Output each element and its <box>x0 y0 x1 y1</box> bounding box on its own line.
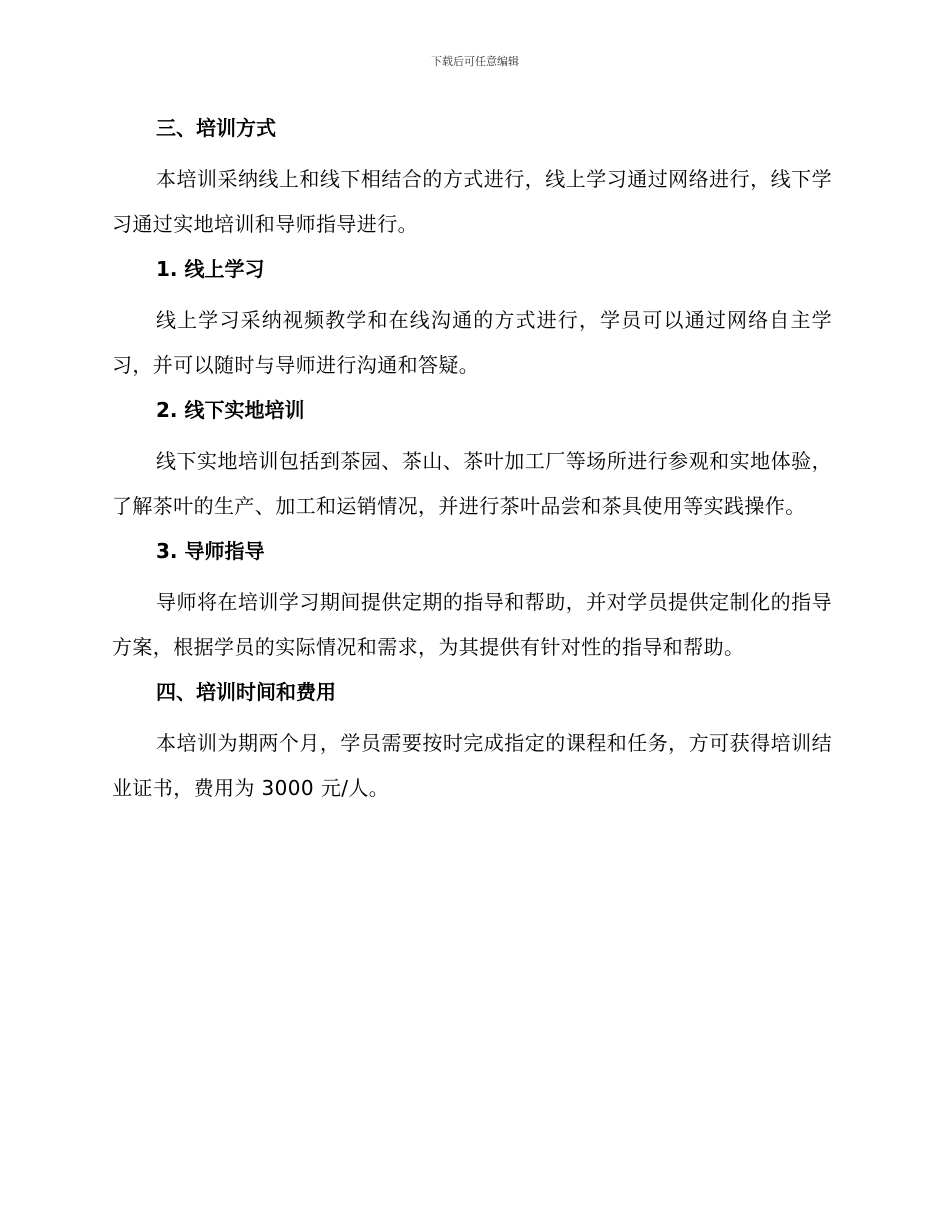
subheading-offline-training: 2. 线下实地培训 <box>156 398 305 422</box>
section-heading-training-method: 三、培训方式 <box>156 116 276 140</box>
paragraph-mentor-guidance: 导师将在培训学习期间提供定期的指导和帮助，并对学员提供定制化的指导方案，根据学员的实际情况和需求，为其提供有针对性的指导和帮助。 <box>112 590 832 659</box>
paragraph-training-method: 本培训采纳线上和线下相结合的方式进行，线上学习通过网络进行，线下学习通过实地培训和导师指导进行。 <box>112 167 832 236</box>
subheading-mentor-guidance: 3. 导师指导 <box>156 539 265 563</box>
subheading-online-learning: 1. 线上学习 <box>156 257 265 281</box>
paragraph-time-and-cost: 本培训为期两个月，学员需要按时完成指定的课程和任务，方可获得培训结业证书，费用为 3000 元/人。 <box>112 731 832 800</box>
paragraph-online-learning: 线上学习采纳视频教学和在线沟通的方式进行，学员可以通过网络自主学习，并可以随时与导师进行沟通和答疑。 <box>112 308 832 377</box>
section-heading-time-and-cost: 四、培训时间和费用 <box>156 680 336 704</box>
document-body <box>112 112 832 817</box>
paragraph-offline-training: 线下实地培训包括到茶园、茶山、茶叶加工厂等场所进行参观和实地体验，了解茶叶的生产、加工和运销情况，并进行茶叶品尝和茶具使用等实践操作。 <box>112 449 832 518</box>
header-note: 下载后可任意编辑 <box>431 55 519 68</box>
